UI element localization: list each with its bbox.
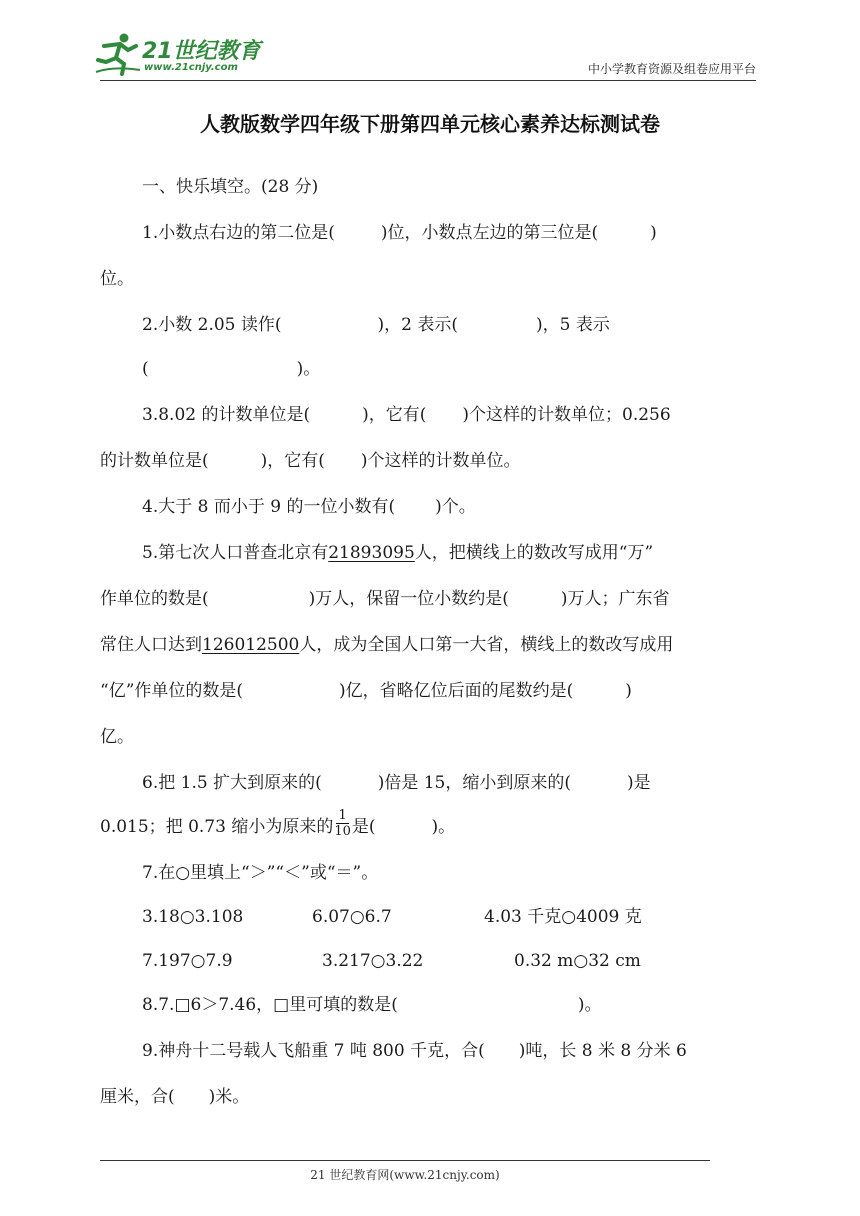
page-header (0, 0, 860, 90)
compare-item: 0.32 m○32 cm (514, 951, 641, 971)
header-divider (100, 80, 756, 81)
question-2-line-1: 2.小数 2.05 读作( )，2 表示( )，5 表示 (142, 315, 610, 335)
page-footer: 21 世纪教育网(www.21cnjy.com) (310, 1168, 500, 1182)
question-7: 7.在○里填上“＞”“＜”或“＝”。 (142, 863, 379, 883)
question-1-line-2: 位。 (100, 269, 134, 289)
compare-item: 3.18○3.108 (142, 907, 244, 927)
underlined-number-guangdong: 126012500 (202, 635, 300, 655)
question-6-line-2: 0.015；把 0.73 缩小为原来的 $\frac{1}{10}$ 是( )。 (100, 808, 456, 839)
footer-divider (100, 1160, 710, 1161)
question-6-line-1: 6.把 1.5 扩大到原来的( )倍是 15，缩小到原来的( )是 (142, 773, 651, 793)
platform-tagline: 中小学教育资源及组卷应用平台 (587, 62, 756, 76)
question-2-line-2: ( )。 (142, 359, 321, 379)
question-9-line-1: 9.神舟十二号载人飞船重 7 吨 800 千克，合( )吨，长 8 米 8 分米 6 (142, 1041, 687, 1061)
compare-item: 7.197○7.9 (142, 951, 233, 971)
compare-item: 4.03 千克○4009 克 (484, 907, 642, 927)
question-5-line-3: 常住人口达到126012500人，成为全国人口第一大省，横线上的数改写成用 (100, 635, 674, 655)
question-1-line-1: 1.小数点右边的第二位是( )位，小数点左边的第三位是( ) (142, 223, 657, 243)
logo-url: www.21cnjy.com (144, 62, 238, 73)
logo (94, 32, 264, 78)
question-5-line-4: “亿”作单位的数是( )亿，省略亿位后面的尾数约是( ) (100, 681, 632, 701)
underlined-number-beijing: 21893095 (328, 543, 415, 563)
question-5-line-1: 5.第七次人口普查北京有21893095人，把横线上的数改写成用“万” (142, 543, 654, 563)
question-5-line-2: 作单位的数是( )万人，保留一位小数约是( )万人；广东省 (100, 589, 670, 609)
question-9-line-2: 厘米，合( )米。 (100, 1087, 250, 1107)
question-3-line-2: 的计数单位是( )，它有( )个这样的计数单位。 (100, 451, 521, 471)
runner-logo-icon (94, 32, 142, 76)
fraction: $\frac{1}{10}$ (334, 808, 351, 839)
compare-item: 3.217○3.22 (322, 951, 424, 971)
question-8: 8.7.□6＞7.46，□里可填的数是( )。 (142, 995, 602, 1015)
page-title: 人教版数学四年级下册第四单元核心素养达标测试卷 (200, 112, 660, 136)
compare-item: 6.07○6.7 (312, 907, 392, 927)
section-heading: 一、快乐填空。(28 分) (142, 177, 319, 197)
logo-title: 21世纪教育 (142, 39, 261, 64)
question-4: 4.大于 8 而小于 9 的一位小数有( )个。 (142, 497, 476, 517)
question-3-line-1: 3.8.02 的计数单位是( )，它有( )个这样的计数单位；0.256 (142, 405, 671, 425)
question-5-line-5: 亿。 (100, 727, 134, 747)
